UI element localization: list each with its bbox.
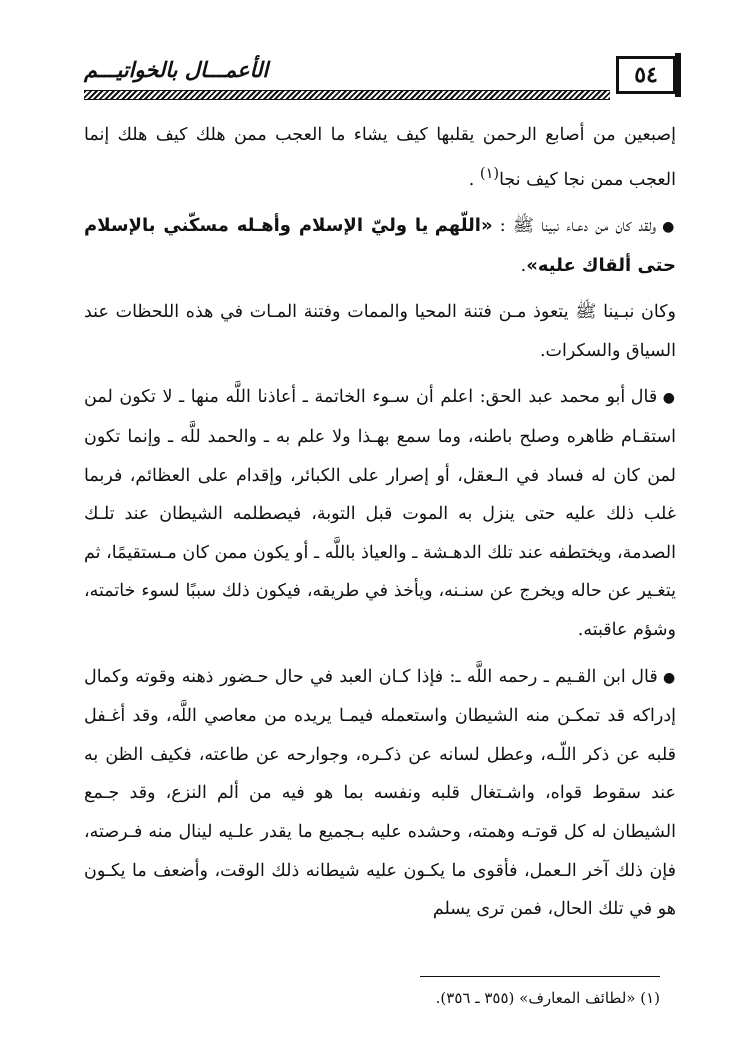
paragraph-2-intro: ولقد كان من دعـاء نبينا ﷺ : (492, 216, 657, 237)
running-title: الأعمـــال بالخواتيـــم (84, 58, 269, 82)
paragraph-1-text: إصبعين من أصابع الرحمن يقلبها كيف يشاء ما العجب ممن هلك كيف هلك إنما العجب ممن نجا كيف نجا (84, 125, 676, 190)
header-rule (84, 90, 610, 100)
paragraph-1-end: . (468, 169, 480, 190)
paragraph-3: وكان نبـينا ﷺ يتعوذ مـن فتنة المحيا والممات وفتنة المـات في هذه اللحظات عند السياق والسكرات. (84, 302, 676, 361)
page-header (84, 56, 676, 100)
paragraph-4: ● قال أبو محمد عبد الحق: اعلم أن سـوء الخاتمة ـ أعاذنا اللَّه منها ـ لا تكون لمن استقـام ظاهره وصلح باطنه، وما سمع بهـذا ولا علم به ـ والحمد للَّه ـ وإنما تكون لمن كان له فساد في الـعقل، أو إصرار على الكبائر، وإقدام على العظائم، فربما غلب ذلك عليه حتى ينزل به الموت قبل التوبة، فيصطلمه الشيطان عند تلـك الصدمة، ويختطفه عند تلك الدهـشة ـ والعياذ باللَّه ـ أو يكون ممن كان مـستقيمًا، ثم يتغـير عن حاله ويخرج عن سنـنه، ويأخذ في طريقه، فيكون ذلك سببًا لسوء خاتمته، وشؤم عاقبته. (84, 378, 676, 649)
page-number: ٥٤ (616, 56, 676, 94)
paragraph-1 (84, 116, 676, 199)
dua-quote: «اللّهم يا وليّ الإسلام وأهـله مسكّني بالإسلام حتى ألقاك عليه» (84, 215, 676, 276)
page-body (84, 116, 676, 929)
paragraph-2 (84, 207, 676, 285)
footnote: (١) «لطائف المعارف» (٣٥٥ ـ ٣٥٦). (435, 989, 660, 1007)
paragraph-5: ● قال ابن القـيم ـ رحمه اللَّه ـ: فإذا كـان العبد في حال حـضور ذهنه وقوته وكمال إدراكه قد تمكـن منه الشيطان واستعمله فيمـا يريده من معاصي اللَّه، وقد أغـفل قلبه عن ذكر اللّـه، وعطل لسانه عن ذكـره، وجوارحه عن طاعته، فكيف الظن به عند سقوط قواه، واشـتغال قلبه ونفسه بما هو فيه من ألم النزع، وقد جـمع الشيطان له كل قوتـه وهمته، وحشده عليه بـجميع ما يقدر علـيه لينال منه فـرصته، فإن ذلك آخر الـعمل، فأقوى ما يكـون عليه شيطانه ذلك الوقت، وأضعف ما يكـون هو في تلك الحال، فمن ترى يسلم (84, 658, 676, 929)
footnote-ref: (١) (479, 164, 500, 182)
paragraph-2-end: . (520, 255, 527, 276)
footnote-separator (420, 976, 660, 977)
